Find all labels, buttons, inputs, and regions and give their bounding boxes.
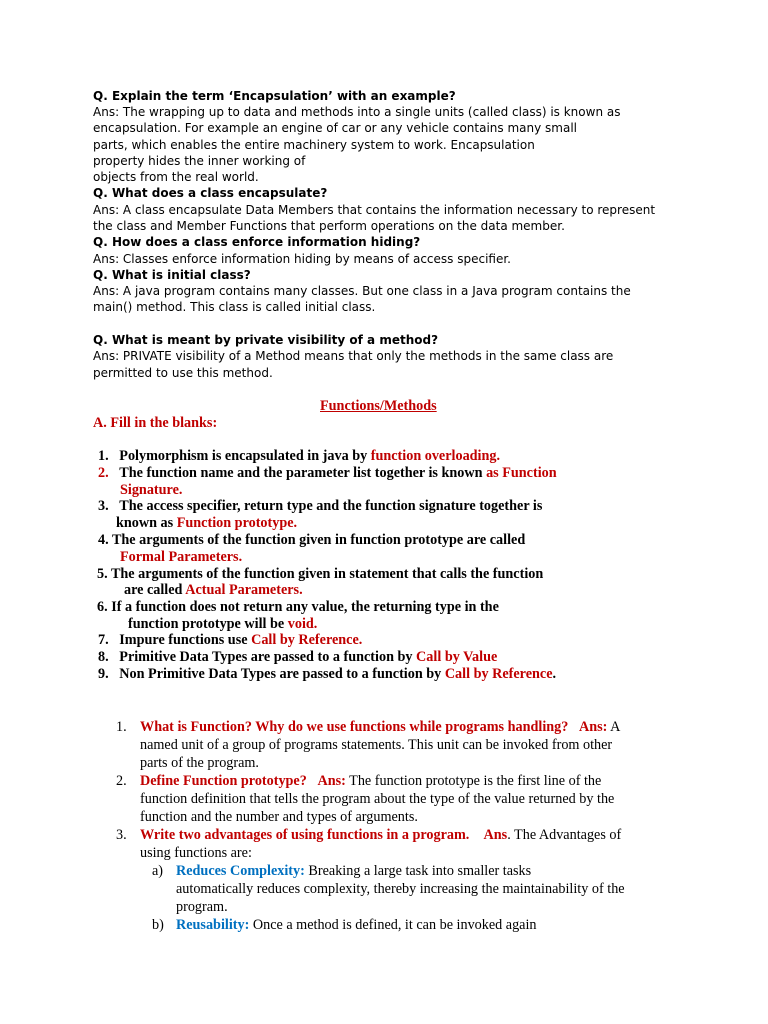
answer-line: permitted to use this method. bbox=[93, 366, 273, 380]
answer-line: Ans: A java program contains many classes. But one class in a Java program contains the bbox=[93, 284, 631, 298]
advantage-line: Reusability: Once a method is defined, it can be invoked again bbox=[176, 917, 537, 933]
blank-item: 7. Impure functions use Call by Reference. bbox=[98, 632, 363, 648]
section-title: Functions/Methods bbox=[320, 398, 437, 414]
answer-line: named unit of a group of programs statements. This unit can be invoked from other bbox=[140, 737, 613, 753]
answer-line: Ans: PRIVATE visibility of a Method means that only the methods in the same class are bbox=[93, 349, 614, 363]
answer-line: parts, which enables the entire machinery system to work. Encapsulation bbox=[93, 138, 535, 152]
question-class-encapsulate: Q. What does a class encapsulate? bbox=[93, 186, 328, 200]
blank-item-cont: known as Function prototype. bbox=[116, 515, 298, 531]
sub-item-letter: b) bbox=[152, 917, 164, 933]
blank-item: 6. If a function does not return any value, the returning type in the bbox=[97, 599, 499, 615]
question-line: Write two advantages of using functions in a program. Ans. The Advantages of bbox=[140, 827, 622, 843]
fill-blanks-heading: A. Fill in the blanks: bbox=[93, 415, 218, 431]
sub-item-letter: a) bbox=[152, 863, 164, 879]
blank-item: 2. The function name and the parameter list together is known as Function bbox=[98, 465, 557, 481]
question-number: 2. bbox=[116, 773, 127, 789]
answer-line: property hides the inner working of bbox=[93, 154, 306, 168]
answer-line: encapsulation. For example an engine of car or any vehicle contains many small bbox=[93, 121, 577, 135]
answer-line: Ans: Classes enforce information hiding by means of access specifier. bbox=[93, 252, 511, 266]
blank-item: 8. Primitive Data Types are passed to a function by Call by Value bbox=[98, 649, 498, 665]
question-line: Define Function prototype? Ans: The function prototype is the first line of the bbox=[140, 773, 602, 789]
answer-line: using functions are: bbox=[140, 845, 252, 861]
answer-line: parts of the program. bbox=[140, 755, 259, 771]
answer-line: Ans: A class encapsulate Data Members that contains the information necessary to represent bbox=[93, 203, 656, 217]
answer-line: function and the number and types of arguments. bbox=[140, 809, 418, 825]
advantage-line: Reduces Complexity: Breaking a large task into smaller tasks bbox=[176, 863, 532, 879]
answer-line: program. bbox=[176, 899, 228, 915]
blank-item: 5. The arguments of the function given in statement that calls the function bbox=[97, 566, 544, 582]
answer-line: automatically reduces complexity, thereby increasing the maintainability of the bbox=[176, 881, 625, 897]
blank-item: 4. The arguments of the function given in function prototype are called bbox=[98, 532, 526, 548]
question-initial-class: Q. What is initial class? bbox=[93, 268, 251, 282]
question-number: 3. bbox=[116, 827, 127, 843]
question-private-visibility: Q. What is meant by private visibility of a method? bbox=[93, 333, 439, 347]
blank-item: 1. Polymorphism is encapsulated in java by function overloading. bbox=[98, 448, 501, 464]
blank-item-cont: are called Actual Parameters. bbox=[124, 582, 303, 598]
blank-item-cont: Signature. bbox=[120, 482, 183, 498]
blank-item-cont: function prototype will be void. bbox=[128, 616, 318, 632]
blank-item: 3. The access specifier, return type and the function signature together is bbox=[98, 498, 543, 514]
question-information-hiding: Q. How does a class enforce information hiding? bbox=[93, 235, 421, 249]
answer-line: the class and Member Functions that perform operations on the data member. bbox=[93, 219, 565, 233]
blank-item-cont: Formal Parameters. bbox=[120, 549, 243, 565]
question-line: What is Function? Why do we use functions while programs handling? Ans: A bbox=[140, 719, 621, 735]
answer-line: main() method. This class is called initial class. bbox=[93, 300, 376, 314]
answer-line: function definition that tells the program about the type of the value returned by the bbox=[140, 791, 615, 807]
answer-line: Ans: The wrapping up to data and methods into a single units (called class) is known as bbox=[93, 105, 621, 119]
blank-item: 9. Non Primitive Data Types are passed to a function by Call by Reference. bbox=[98, 666, 557, 682]
question-encapsulation: Q. Explain the term ‘Encapsulation’ with an example? bbox=[93, 89, 456, 103]
answer-line: objects from the real world. bbox=[93, 170, 259, 184]
question-number: 1. bbox=[116, 719, 127, 735]
